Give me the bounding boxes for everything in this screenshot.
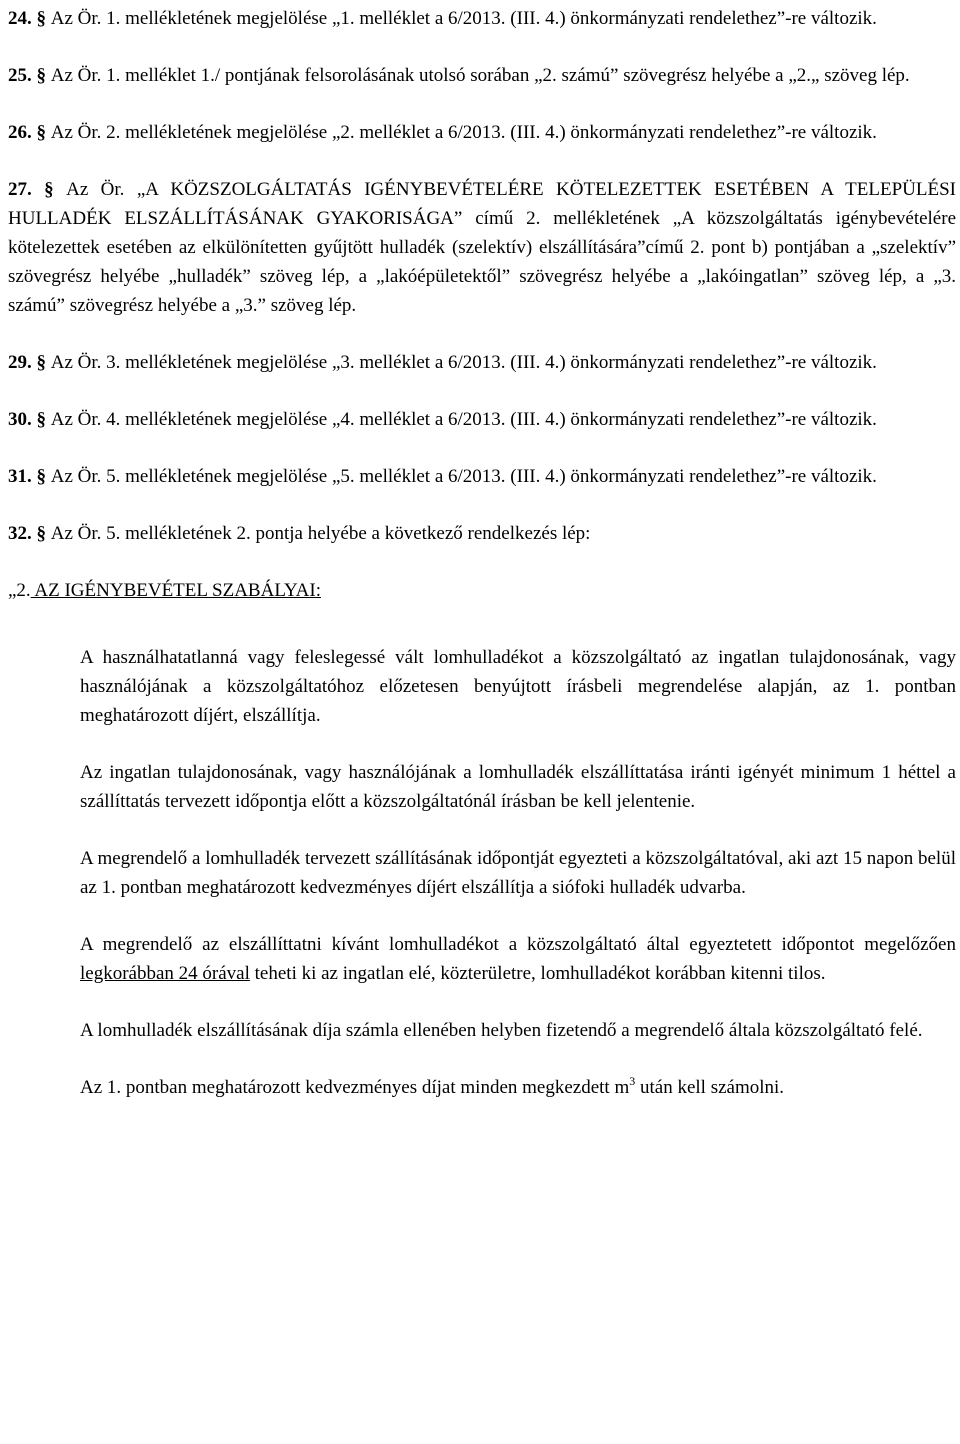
section-number: 26.	[8, 122, 32, 143]
quote-paragraph-6	[80, 1073, 956, 1102]
section-text: Az Ör. 4. mellékletének megjelölése „4. melléklet a 6/2013. (III. 4.) önkormányzati rendelethez”-re változik.	[50, 409, 877, 430]
quote-paragraph-5: A lomhulladék elszállításának díja számla ellenében helyben fizetendő a megrendelő általa közszolgáltató felé.	[80, 1020, 923, 1041]
section-number: 29.	[8, 352, 32, 373]
p4-text-before: A megrendelő az elszállíttatni kívánt lomhulladékot a közszolgáltató által egyeztetett időpontot megelőzően	[80, 934, 956, 955]
section-number: 25.	[8, 65, 32, 86]
document-page	[8, 4, 956, 1102]
section-text: Az Ör. 1. melléklet 1./ pontjának felsorolásának utolsó sorában „2. számú” szövegrész helyébe a „2.„ szöveg lép.	[50, 65, 910, 86]
section-text: Az Ör. 5. mellékletének megjelölése „5. melléklet a 6/2013. (III. 4.) önkormányzati rendelethez”-re változik.	[50, 466, 877, 487]
section-number: 31.	[8, 466, 32, 487]
p4-text-after: teheti ki az ingatlan elé, közterületre, lomhulladékot korábban kitenni tilos.	[249, 963, 826, 984]
paragraph-sign: §	[31, 8, 51, 29]
section-31	[8, 462, 956, 491]
section-25	[8, 61, 956, 90]
quote-paragraph-2: Az ingatlan tulajdonosának, vagy használójának a lomhulladék elszállíttatása iránti igényét minimum 1 héttel a szállíttatás tervezett időpontja előtt a közszolgáltatónál írásban be kell jelentenie.	[80, 762, 956, 812]
quote-prefix: „2.	[8, 580, 31, 601]
p6-text-after: után kell számolni.	[635, 1077, 785, 1098]
section-24	[8, 4, 956, 33]
paragraph-sign: §	[31, 466, 51, 487]
quote-paragraph-1: A használhatatlanná vagy feleslegessé vált lomhulladékot a közszolgáltató az ingatlan tulajdonosának, vagy használójának a közszolgáltatóhoz előzetesen benyújtott írásbeli megrendelése alapján, az 1. pontban meghatározott díjért, elszállítja.	[80, 647, 956, 726]
section-27	[8, 175, 956, 320]
section-29	[8, 348, 956, 377]
section-text: Az Ör. 3. mellékletének megjelölése „3. melléklet a 6/2013. (III. 4.) önkormányzati rendelethez”-re változik.	[50, 352, 877, 373]
paragraph-sign: §	[31, 352, 51, 373]
paragraph-sign: §	[31, 65, 51, 86]
section-number: 30.	[8, 409, 32, 430]
quote-heading	[8, 576, 956, 605]
section-text: Az Ör. 5. mellékletének 2. pontja helyébe a következő rendelkezés lép:	[50, 523, 591, 544]
section-number: 24.	[8, 8, 32, 29]
paragraph-sign: §	[31, 523, 51, 544]
heading-text: AZ IGÉNYBEVÉTEL SZABÁLYAI:	[30, 580, 321, 601]
superscript-3: 3	[629, 1074, 636, 1088]
section-30	[8, 405, 956, 434]
p4-underlined-text: legkorábban 24 órával	[80, 963, 250, 984]
section-text: Az Ör. „A KÖZSZOLGÁLTATÁS IGÉNYBEVÉTELÉRE KÖTELEZETTEK ESETÉBEN A TELEPÜLÉSI HULLADÉK ELSZÁLLÍTÁSÁNAK GYAKORISÁGA” című 2. mellékletének „A közszolgáltatás igénybevételére kötelezettek esetében az elkülönítetten gyűjtött hulladék (szelektív) elszállítására”című 2. pont b) pontjában a „szelektív” szövegrész helyébe „hulladék” szöveg lép, a „lakóépületektől” szövegrész helyébe a „lakóingatlan” szöveg lép, a „3. számú” szövegrész helyébe a „3.” szöveg lép.	[8, 179, 957, 316]
paragraph-sign: §	[31, 122, 51, 143]
p6-text-before: Az 1. pontban meghatározott kedvezményes díjat minden megkezdett m	[80, 1077, 630, 1098]
section-26	[8, 118, 956, 147]
section-text: Az Ör. 1. mellékletének megjelölése „1. melléklet a 6/2013. (III. 4.) önkormányzati rendelethez”-re változik.	[50, 8, 877, 29]
quote-paragraph-3: A megrendelő a lomhulladék tervezett szállításának időpontját egyezteti a közszolgáltatóval, aki azt 15 napon belül az 1. pontban meghatározott kedvezményes díjért elszállítja a siófoki hulladék udvarba.	[80, 848, 956, 898]
section-number: 27.	[8, 179, 32, 200]
section-32	[8, 519, 956, 548]
section-text: Az Ör. 2. mellékletének megjelölése „2. melléklet a 6/2013. (III. 4.) önkormányzati rendelethez”-re változik.	[50, 122, 877, 143]
paragraph-sign: §	[31, 409, 51, 430]
paragraph-sign: §	[31, 179, 67, 200]
quote-paragraph-4	[80, 930, 956, 988]
section-number: 32.	[8, 523, 32, 544]
